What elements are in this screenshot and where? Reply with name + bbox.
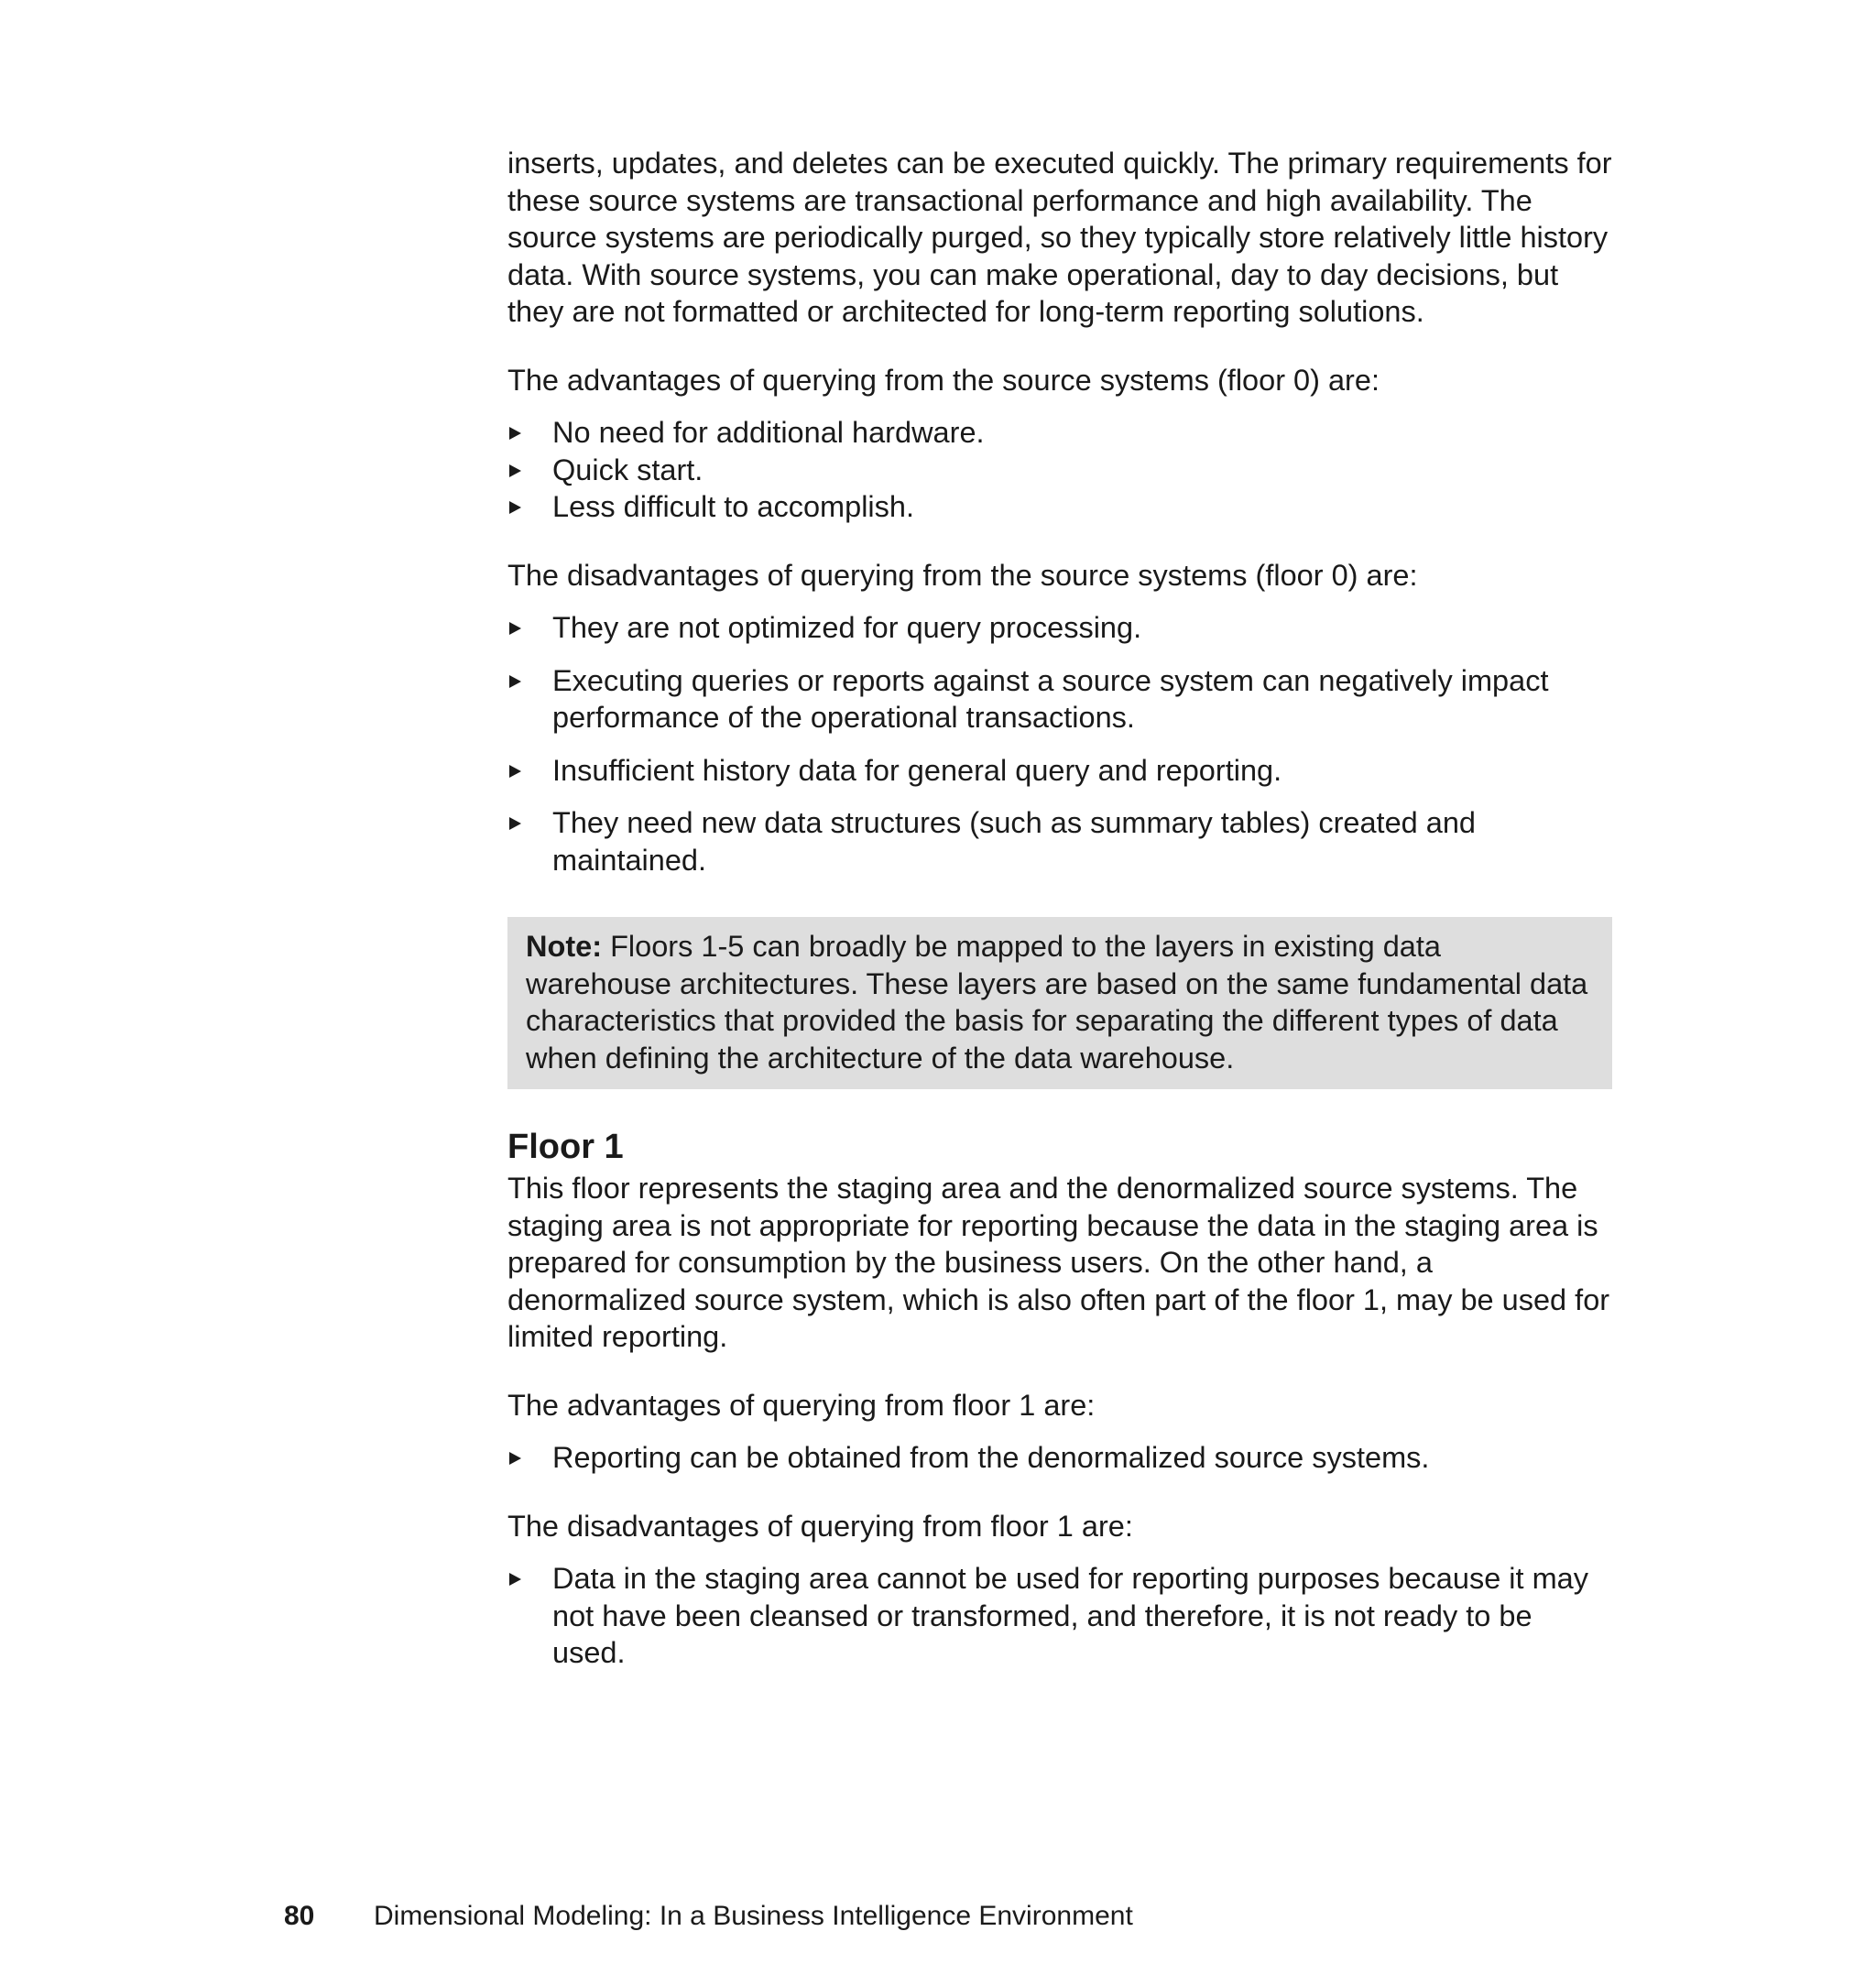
list-item: Less difficult to accomplish. [507, 488, 1612, 526]
note-box [507, 917, 1612, 1089]
page-number: 80 [284, 1901, 315, 1931]
note-label: Note: [526, 930, 603, 963]
list-item: Insufficient history data for general query and reporting. [507, 752, 1612, 790]
floor0-advantages-intro: The advantages of querying from the source systems (floor 0) are: [507, 363, 1380, 397]
bullet-arrow-icon [509, 501, 521, 514]
list-item: They are not optimized for query processing. [507, 609, 1612, 647]
bullet-arrow-icon [509, 464, 521, 477]
floor1-disadvantages-list [507, 1560, 1612, 1672]
floor0-disadvantages-intro: The disadvantages of querying from the source systems (floor 0) are: [507, 558, 1418, 592]
page-body [507, 145, 1612, 1672]
bullet-arrow-icon [509, 765, 521, 778]
intro-paragraph: inserts, updates, and deletes can be executed quickly. The primary requirements for these source systems are transactional performance and high availability. The source systems are periodically purged, so they typically store relatively little history data. With source systems, you can make operational, day to day decisions, but they are not formatted or architected for long-term reporting solutions. [507, 147, 1612, 328]
floor1-advantages-intro: The advantages of querying from floor 1 are: [507, 1388, 1096, 1422]
bullet-arrow-icon [509, 622, 521, 635]
bullet-arrow-icon [509, 817, 521, 830]
bullet-arrow-icon [509, 427, 521, 440]
floor0-advantages-list [507, 414, 1612, 526]
note-text: Floors 1-5 can broadly be mapped to the layers in existing data warehouse architectures. These layers are based on the same fundamental data characteristics that provided the basis for separating the different types of data when defining the architecture of the data warehouse. [526, 930, 1588, 1075]
book-title: Dimensional Modeling: In a Business Intelligence Environment [374, 1901, 1133, 1931]
list-item: Data in the staging area cannot be used for reporting purposes because it may not have been cleansed or transformed, and therefore, it is not ready to be used. [507, 1560, 1612, 1672]
list-item: No need for additional hardware. [507, 414, 1612, 452]
floor1-disadvantages-intro: The disadvantages of querying from floor 1 are: [507, 1509, 1133, 1543]
floor1-advantages-list [507, 1439, 1612, 1477]
section-heading-floor-1: Floor 1 [507, 1128, 624, 1166]
bullet-arrow-icon [509, 675, 521, 688]
floor1-paragraph: This floor represents the staging area and the denormalized source systems. The staging area is not appropriate for reporting because the data in the staging area is prepared for consumption by the business users. On the other hand, a denormalized source system, which is also often part of the floor 1, may be used for limited reporting. [507, 1172, 1610, 1353]
list-item: Executing queries or reports against a source system can negatively impact performance of the operational transactions. [507, 662, 1612, 737]
bullet-arrow-icon [509, 1573, 521, 1586]
list-item: Quick start. [507, 452, 1612, 489]
floor0-disadvantages-list [507, 609, 1612, 878]
bullet-arrow-icon [509, 1452, 521, 1465]
list-item: They need new data structures (such as summary tables) created and maintained. [507, 804, 1612, 878]
list-item: Reporting can be obtained from the denormalized source systems. [507, 1439, 1612, 1477]
page-footer [284, 1900, 1133, 1933]
